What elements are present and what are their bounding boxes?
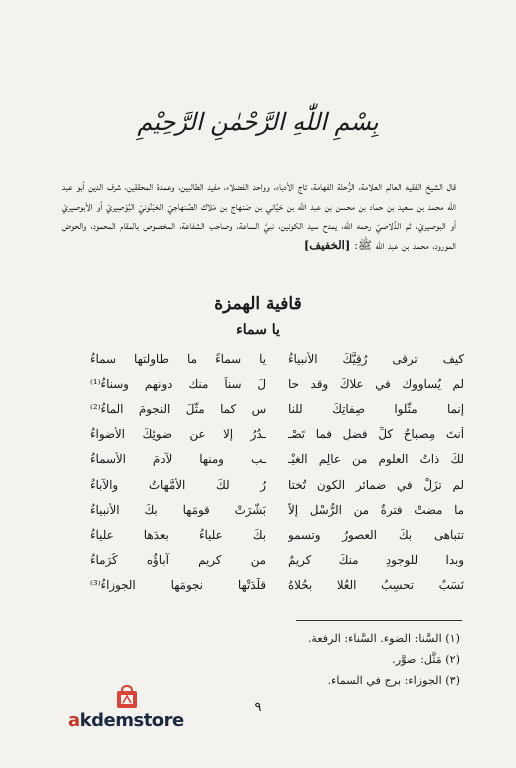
verse-first-hemistich: لكَ ذاتُ العلومِ من عالِمِ الغيْـ bbox=[288, 452, 464, 467]
verse-second-hemistich: ـبِ ومنها لآدمَ الأسماءُ bbox=[90, 452, 266, 467]
store-name-initial: a bbox=[68, 710, 80, 731]
footnote-divider bbox=[296, 620, 462, 621]
verse-first-hemistich: وبدا للوجودِ منكَ كريمٌ bbox=[288, 553, 464, 568]
intro-paragraph bbox=[62, 177, 456, 255]
store-name-rest: kdemstore bbox=[79, 710, 184, 731]
verse-second-hemistich: لَ سناً منك دونهم وسناءُ⁽¹⁾ bbox=[90, 376, 266, 391]
footnote: (٣) الجوزاء: برج في السماء. bbox=[327, 674, 460, 687]
verse-first-hemistich: أنتَ مِصباحُ كلِّ فضلٍ فما تَصْـ bbox=[288, 427, 464, 442]
footnote: (٢) مَثَّل: صوَّر. bbox=[392, 653, 460, 666]
basmala-heading: بِسْمِ اللّٰهِ الرَّحْمٰنِ الرَّحِيْمِ bbox=[137, 108, 379, 136]
poem-subtitle: يا سماء bbox=[236, 322, 280, 338]
verse bbox=[90, 346, 464, 371]
poem bbox=[90, 346, 464, 598]
footnotes bbox=[160, 628, 460, 691]
verse-second-hemistich: رُ لكَ الأمَّهاتُ والآباءُ bbox=[90, 477, 266, 492]
verse-first-hemistich: نَسَبٌ تحسِبُ العُلا بحُلاهُ bbox=[288, 578, 464, 593]
shopping-bag-icon bbox=[114, 684, 140, 710]
verse-first-hemistich: كيف ترقى رُقِيَّكَ الأنبياءُ bbox=[288, 351, 464, 366]
verse bbox=[90, 472, 464, 497]
verse bbox=[90, 371, 464, 396]
verse-second-hemistich: بَشَّرَتْ قومَها بكَ الأنبياءُ bbox=[90, 502, 266, 517]
store-watermark bbox=[68, 684, 248, 736]
verse bbox=[90, 573, 464, 598]
verse bbox=[90, 522, 464, 547]
verse bbox=[90, 447, 464, 472]
verse-first-hemistich: لم تزَلْ في ضمائرِ الكونِ تُختا bbox=[288, 477, 464, 492]
verse-second-hemistich: بكَ علياءُ بعدَها علياءُ bbox=[90, 527, 266, 542]
verse-first-hemistich: إنما مثَّلوا صِفاتِكَ للنا bbox=[288, 401, 464, 416]
footnote: (١) السَّنا: الضوء. السَّناء: الرفعة. bbox=[307, 632, 460, 645]
store-name bbox=[68, 710, 238, 731]
verse bbox=[90, 396, 464, 421]
verse-second-hemistich: يا سماءً ما طاولتها سماءُ bbox=[90, 351, 266, 366]
page-number: ٩ bbox=[254, 700, 262, 715]
intro-text: قال الشيخ الفقيه العالم العلامة، الرُّحلة الفهامة، تاج الأدباء، وواحد الفضلاء، مفيد الطالبين، وعمدة المحققين، شرف الدين أبو عبد الله محمد بن سعيد بن حماد بن محسن بن عبد الله بن حَيَّاني بن صَنهاج بن مَلاك الصِّنهاجيّ الحَبْنُونيّ البُوْصِيريّ أو الأبوصيريّ أو البوصيريّ، ثم الدِّلاصيّ رحمه الله، يمدح سيد الكونين، نبيَّ الساعة، وصاحب الشفاعة، المخصوص بالمقام المحمود، والحوض المورود، محمد بن عبد الله ﷺ: bbox=[62, 179, 456, 252]
verse-second-hemistich: سِ كما مثَّلَ النجومَ الماءُ⁽²⁾ bbox=[90, 401, 266, 416]
verse-first-hemistich: تتباهى بكَ العصورُ وتسمو bbox=[288, 527, 464, 542]
verse-second-hemistich: من كريمٍ آباؤُه كُرَماءُ bbox=[90, 553, 266, 568]
verse bbox=[90, 422, 464, 447]
verse-second-hemistich: قلَّدَتْها نجومَها الجوزاءُ⁽³⁾ bbox=[90, 578, 266, 593]
verse-second-hemistich: ـدُرُ إلا عن ضوئِكَ الأضواءُ bbox=[90, 427, 266, 442]
verse-first-hemistich: ما مضتْ فترةٌ من الرُّسْلِ إلاّ bbox=[288, 502, 464, 517]
verse bbox=[90, 548, 464, 573]
meter-label: [الخفيف] bbox=[303, 237, 351, 252]
verse bbox=[90, 497, 464, 522]
verse-first-hemistich: لم يُساووك في علاكَ وقد حا bbox=[288, 376, 464, 391]
chapter-title: قافية الهمزة bbox=[214, 294, 302, 314]
